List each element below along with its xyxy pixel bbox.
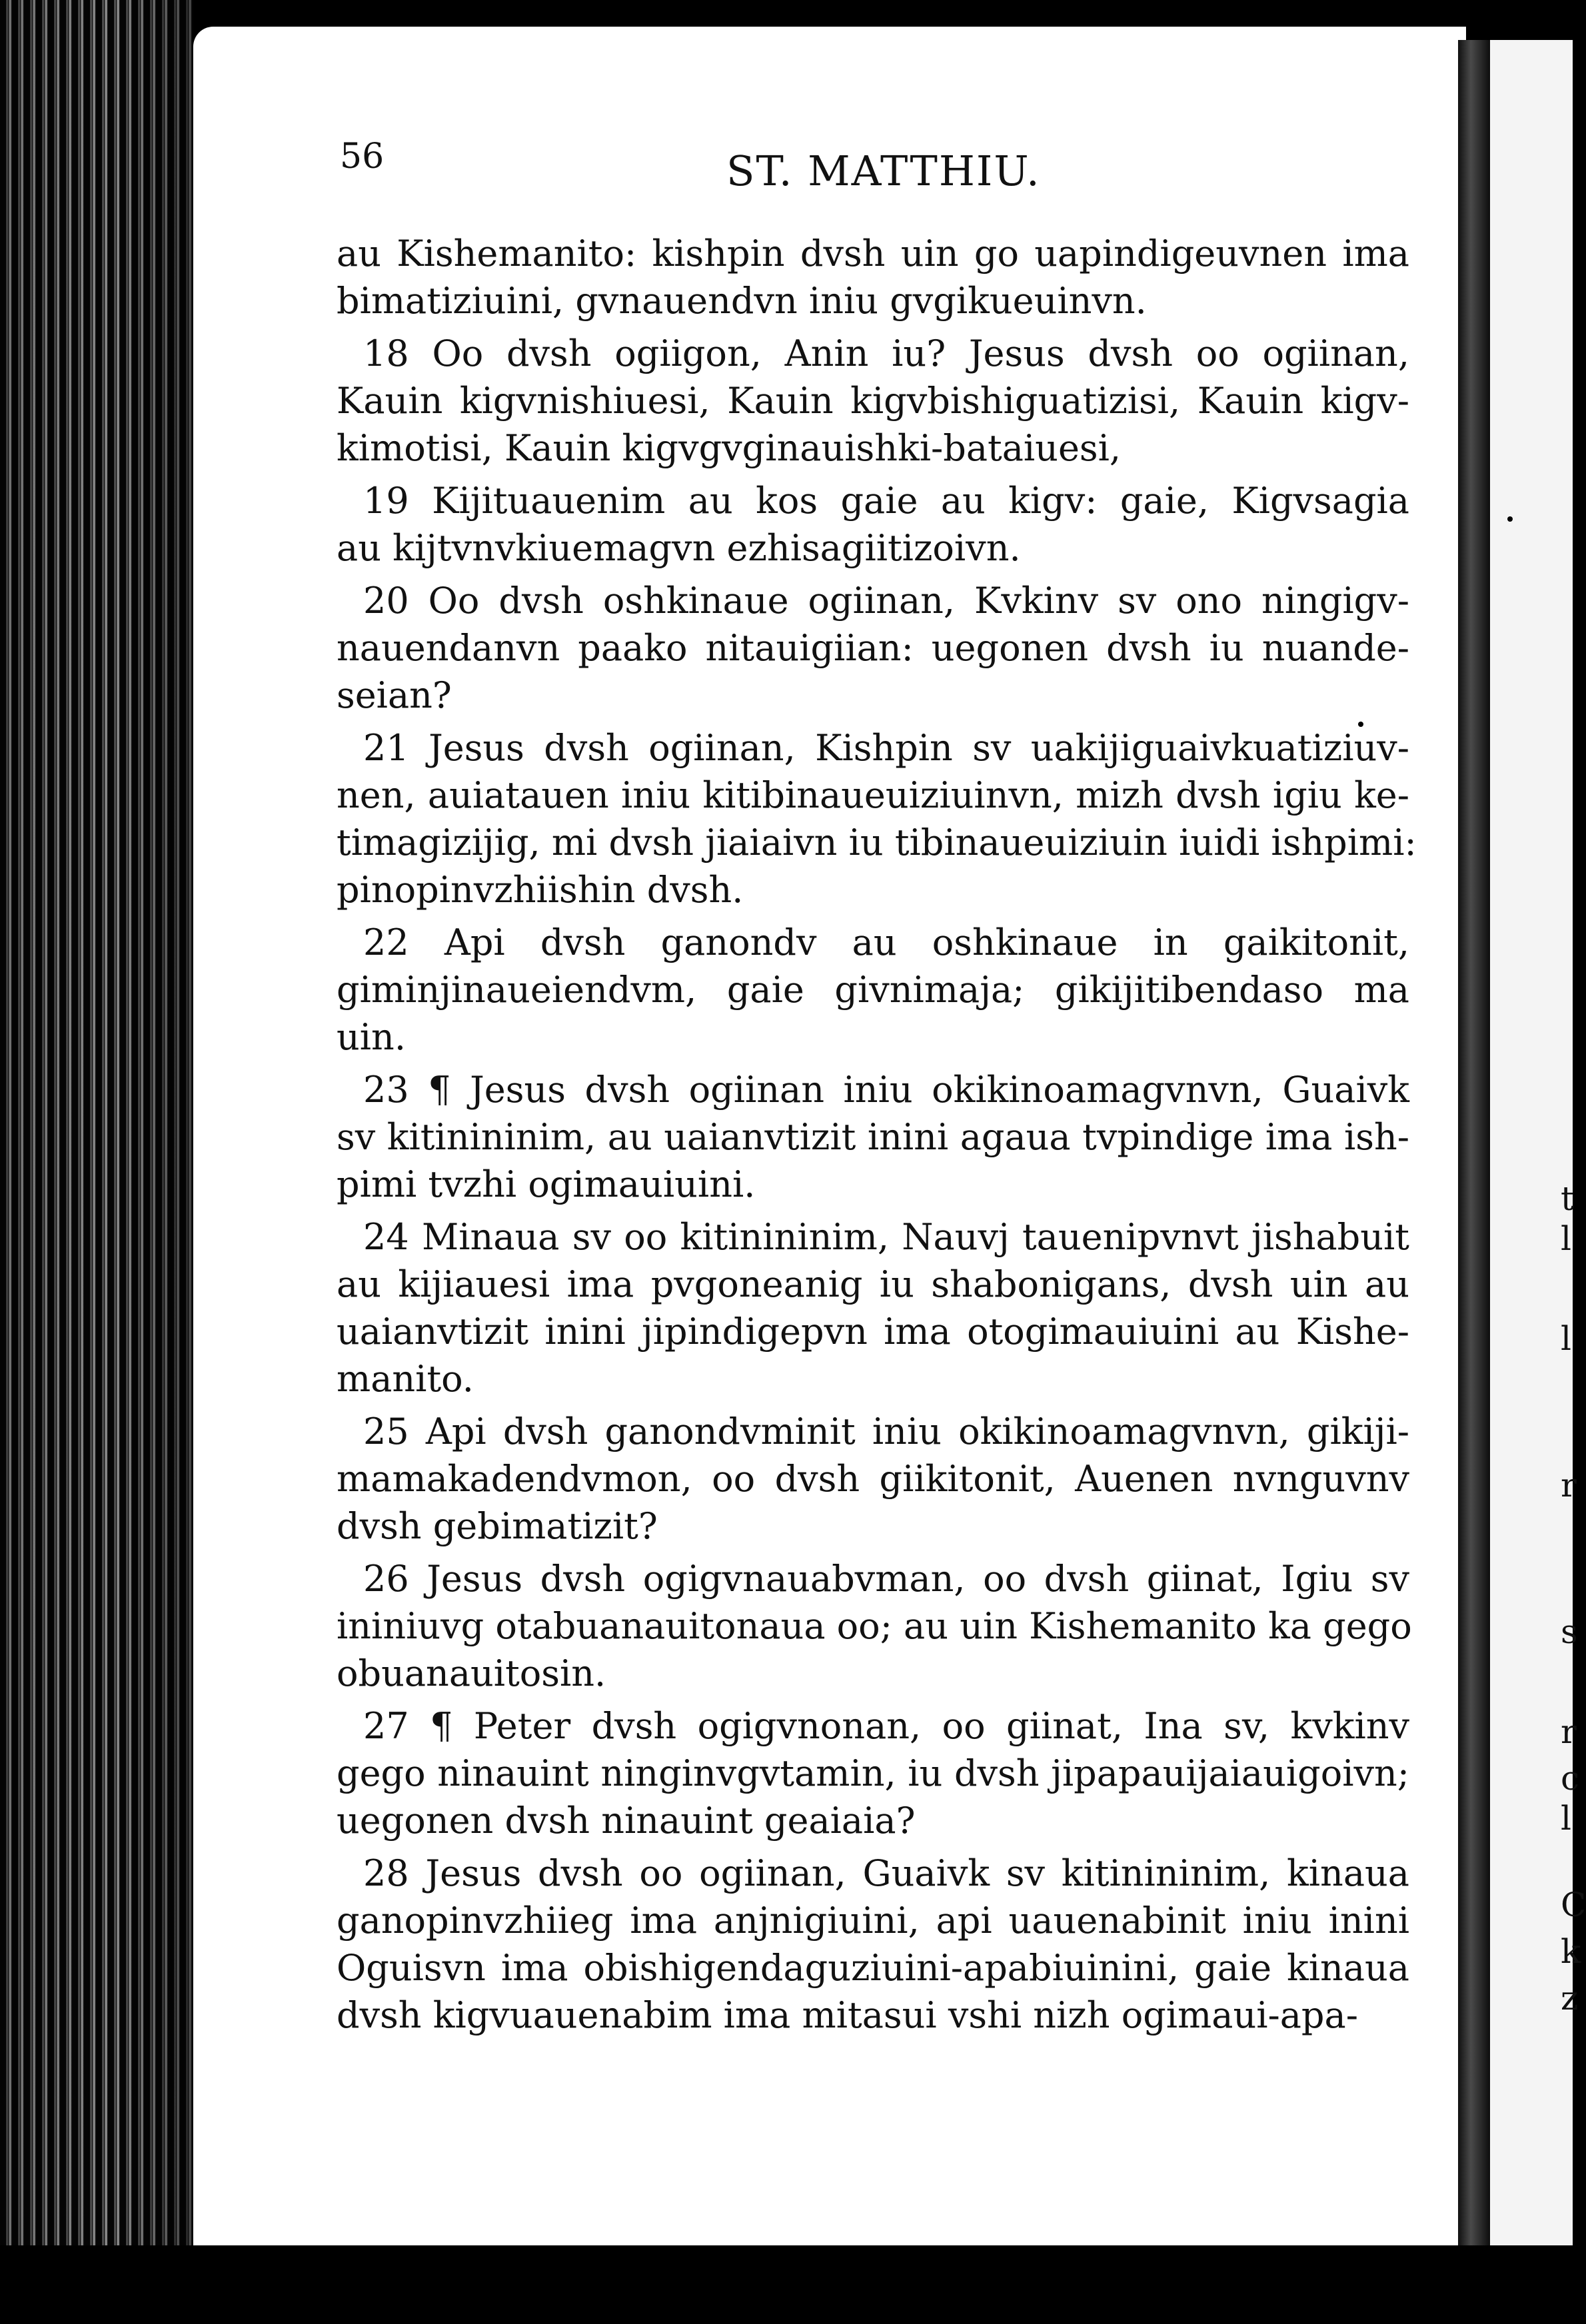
- verse-paragraph: [337, 1213, 1409, 1403]
- margin-fragment: r: [1561, 1712, 1577, 1751]
- text-line: manito.: [337, 1358, 474, 1400]
- scan-bottom-border: [0, 2245, 1573, 2324]
- text-line: ininiuvg otabuanauitonaua oo; au uin Kishemanito ka gego: [337, 1605, 1412, 1647]
- text-line: 28 Jesus dvsh oo ogiinan, Guaivk sv kitinininim, kinaua: [363, 1852, 1409, 1894]
- verse-paragraph: [337, 1066, 1409, 1208]
- text-line: dvsh kigvuauenabim ima mitasui vshi nizh ogimaui-apa-: [337, 1994, 1358, 2036]
- verse-paragraph: [337, 230, 1409, 324]
- text-line: au kijiauesi ima pvgoneanig iu shabonigans, dvsh uin au: [337, 1263, 1409, 1305]
- text-line: Oguisvn ima obishigendaguziuini-apabiuinini, gaie kinaua: [337, 1947, 1409, 1989]
- text-line: 21 Jesus dvsh ogiinan, Kishpin sv uakijiguaivkuatiziuv-: [363, 727, 1409, 769]
- page-gutter: [1458, 40, 1490, 2259]
- text-line: nen, auiatauen iniu kitibinaueuiziuinvn, mizh dvsh igiu ke-: [337, 774, 1409, 816]
- margin-fragment: t: [1561, 1179, 1575, 1218]
- text-line: gego ninauint ninginvgvtamin, iu dvsh jipapauijaiauigoivn;: [337, 1752, 1409, 1794]
- text-line: 26 Jesus dvsh ogigvnauabvman, oo dvsh giinat, Igiu sv: [363, 1558, 1409, 1600]
- margin-fragment: c: [1561, 1759, 1580, 1798]
- running-head: ST. MATTHIU.: [726, 147, 1041, 195]
- text-line: seian?: [337, 674, 452, 716]
- text-line: sv kitinininim, au uaianvtizit inini agaua tvpindige ima ish-: [337, 1116, 1409, 1158]
- text-line: Kauin kigvnishiuesi, Kauin kigvbishiguatizisi, Kauin kigv-: [337, 380, 1409, 422]
- text-line: obuanauitosin.: [337, 1652, 606, 1694]
- ink-speck: [1358, 722, 1363, 727]
- verse-paragraph: [337, 577, 1409, 719]
- text-line: 19 Kijituauenim au kos gaie au kigv: gaie, Kigvsagia: [363, 480, 1409, 522]
- text-line: 22 Api dvsh ganondv au oshkinaue in gaikitonit,: [363, 921, 1409, 963]
- margin-fragment: s: [1561, 1612, 1578, 1651]
- body-text: [337, 230, 1417, 2044]
- margin-fragment: l: [1561, 1219, 1571, 1258]
- text-line: 20 Oo dvsh oshkinaue ogiinan, Kvkinv sv ono ningigv-: [363, 580, 1409, 622]
- verse-paragraph: [337, 1850, 1409, 2039]
- margin-fragment: r: [1561, 1466, 1577, 1504]
- text-line: uegonen dvsh ninauint geaiaia?: [337, 1800, 916, 1842]
- margin-fragment: C: [1561, 1886, 1586, 1924]
- text-line: ganopinvzhiieg ima anjnigiuini, api uauenabinit iniu inini: [337, 1900, 1409, 1942]
- margin-fragment: k: [1561, 1932, 1581, 1971]
- text-line: giminjinaueiendvm, gaie givnimaja; gikijitibendaso ma: [337, 969, 1409, 1011]
- text-line: uaianvtizit inini jipindigepvn ima otogimauiuini au Kishe-: [337, 1311, 1409, 1353]
- ink-speck: [1507, 516, 1513, 522]
- verse-paragraph: [337, 1702, 1409, 1844]
- verse-paragraph: [337, 724, 1417, 913]
- text-line: uin.: [337, 1016, 406, 1058]
- text-line: dvsh gebimatizit?: [337, 1505, 658, 1547]
- verse-paragraph: [337, 330, 1409, 472]
- text-line: pinopinvzhiishin dvsh.: [337, 869, 744, 911]
- text-line: 23 ¶ Jesus dvsh ogiinan iniu okikinoamagvnvn, Guaivk: [363, 1069, 1409, 1111]
- page-number: 56: [340, 137, 385, 177]
- text-line: mamakadendvmon, oo dvsh giikitonit, Auenen nvnguvnv: [337, 1458, 1409, 1500]
- text-line: au Kishemanito: kishpin dvsh uin go uapindigeuvnen ima: [337, 233, 1409, 275]
- text-line: kimotisi, Kauin kigvgvginauishki-bataiuesi,: [337, 427, 1122, 469]
- text-line: 24 Minaua sv oo kitinininim, Nauvj tauenipvnvt jishabuit: [363, 1216, 1409, 1258]
- text-line: nauendanvn paako nitauigiian: uegonen dvsh iu nuande-: [337, 627, 1409, 669]
- text-line: timagizijig, mi dvsh jiaiaivn iu tibinaueuiziuin iuidi ishpimi:: [337, 822, 1417, 864]
- spine-shadow: [0, 0, 193, 2324]
- verse-paragraph: [337, 1555, 1412, 1697]
- text-line: 25 Api dvsh ganondvminit iniu okikinoamagvnvn, gikiji-: [363, 1411, 1409, 1452]
- verse-paragraph: [337, 1408, 1409, 1550]
- margin-fragment: l: [1561, 1799, 1571, 1838]
- verse-paragraph: [337, 919, 1409, 1061]
- text-line: pimi tvzhi ogimauiuini.: [337, 1163, 756, 1205]
- text-line: au kijtvnvkiuemagvn ezhisagiitizoivn.: [337, 527, 1021, 569]
- text-line: 27 ¶ Peter dvsh ogigvnonan, oo giinat, Ina sv, kvkinv: [363, 1705, 1409, 1747]
- text-line: 18 Oo dvsh ogiigon, Anin iu? Jesus dvsh oo ogiinan,: [363, 332, 1409, 374]
- text-line: bimatiziuini, gvnauendvn iniu gvgikueuinvn.: [337, 280, 1147, 322]
- verse-paragraph: [337, 477, 1409, 572]
- margin-fragment: z: [1561, 1979, 1579, 2018]
- margin-fragment: l: [1561, 1319, 1571, 1358]
